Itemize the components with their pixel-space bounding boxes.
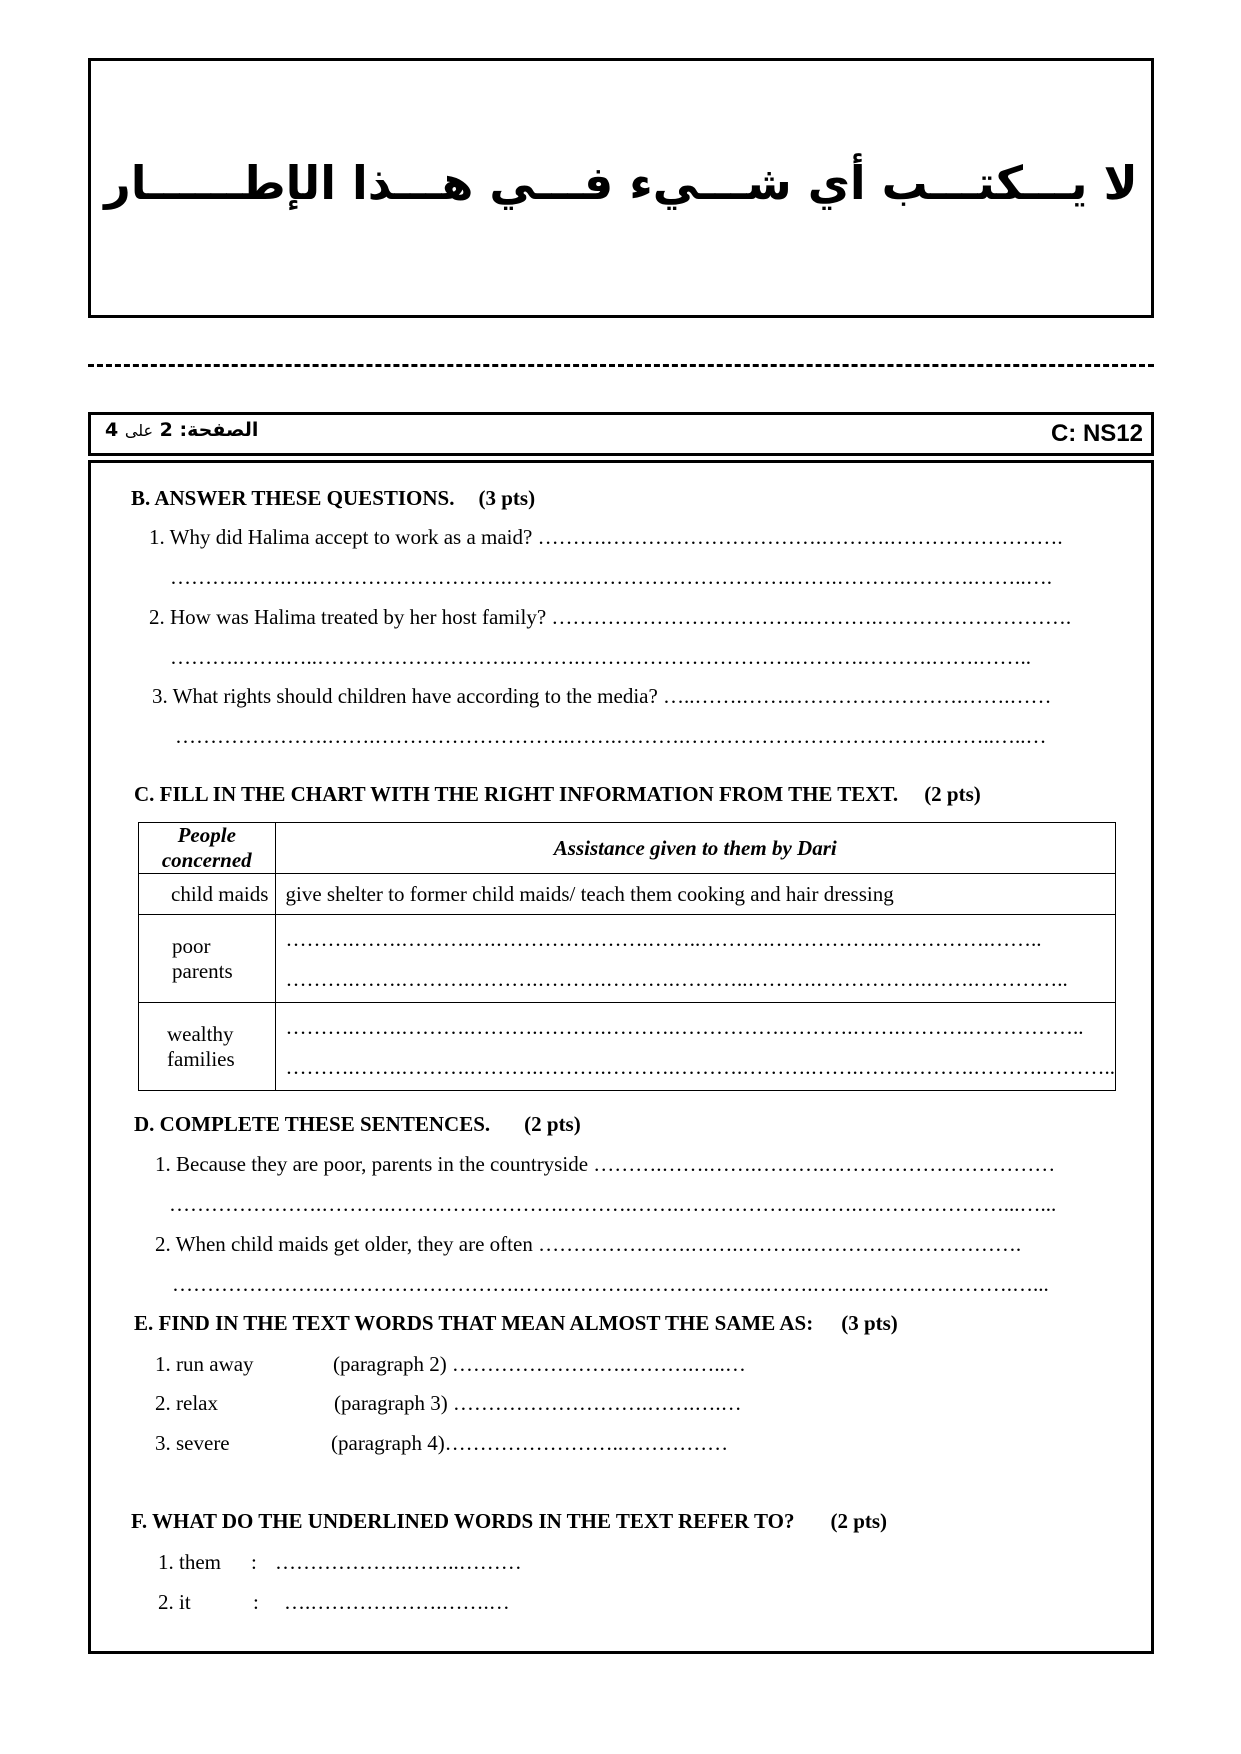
chart-table xyxy=(138,822,1116,1091)
assistance-cell[interactable]: ……….…….……….….………………….……..……….…………….…………….…….. ……….…….……….……….……….……….………..……….…………….…….………….. xyxy=(275,915,1116,1003)
page-current: 2 xyxy=(159,419,173,441)
synonym-1-word: 1. run away xyxy=(155,1352,254,1376)
page-number xyxy=(105,419,258,441)
reference-1-answer[interactable]: ……………….……..……… xyxy=(275,1550,522,1574)
sentence-1[interactable]: 1. Because they are poor, parents in the countryside ……….…….…….……….…………………………… xyxy=(155,1152,1056,1176)
reference-2-word: 2. it xyxy=(158,1590,191,1614)
exam-code: C: NS12 xyxy=(1050,420,1143,447)
question-2[interactable]: 2. How was Halima treated by her host family? ……………………………….……….………………………. xyxy=(149,605,1072,629)
synonym-2-word: 2. relax xyxy=(155,1391,218,1415)
answer-line-3[interactable]: ………………….…….……………………….…….……….……………………………….……..…..… xyxy=(175,724,1047,748)
answer-line-1[interactable]: ……….…….….……………………….……….………………………….…….……….……….……..…. xyxy=(170,565,1052,589)
assistance-cell[interactable]: ……….…….……….……….……….……….…………….……….…….……….…………….. ……….…….……….……….……….……….……….……….…….…….……….……….……….. xyxy=(275,1003,1116,1091)
section-b-heading: B. ANSWER THESE QUESTIONS. (3 pts) xyxy=(131,486,536,510)
table-row xyxy=(139,1003,1116,1091)
synonym-1-answer[interactable]: (paragraph 2) …………………….……….…..… xyxy=(333,1352,746,1376)
question-1[interactable]: 1. Why did Halima accept to work as a maid? ……….………………………….……….……………………. xyxy=(149,525,1063,549)
page-of: على xyxy=(124,421,154,440)
col-assistance-header: Assistance given to them by Dari xyxy=(275,823,1116,874)
section-e-heading: E. FIND IN THE TEXT WORDS THAT MEAN ALMOST THE SAME AS: (3 pts) xyxy=(134,1311,898,1335)
no-write-box xyxy=(88,58,1154,318)
people-cell: child maids xyxy=(139,874,276,915)
sentence-2[interactable]: 2. When child maids get older, they are often ………………….…….……….…………………………. xyxy=(155,1232,1022,1256)
sentence-1-line[interactable]: ………………….……….…………………….……….…….……………….…….…………………...…... xyxy=(169,1192,1057,1216)
reference-2-answer[interactable]: ….……………….…….… xyxy=(284,1590,510,1614)
page-label: الصفحة: xyxy=(179,419,259,441)
section-d-heading: D. COMPLETE THESE SENTENCES. (2 pts) xyxy=(134,1112,581,1136)
sentence-2-line[interactable]: ………………….……………………….…….……….……………….…….…….………………….…... xyxy=(172,1272,1049,1296)
synonym-3-word: 3. severe xyxy=(155,1431,230,1455)
page-total: 4 xyxy=(105,419,119,441)
col-people-header: People concerned xyxy=(139,823,276,874)
no-write-notice: لا يـــكتـــب أي شـــيء فـــي هـــذا الإطــــــار xyxy=(104,156,1138,210)
section-f-heading: F. WHAT DO THE UNDERLINED WORDS IN THE TEXT REFER TO? (2 pts) xyxy=(131,1509,888,1533)
chart-header-row xyxy=(139,823,1116,874)
synonym-3-answer[interactable]: (paragraph 4)……………………..…………… xyxy=(331,1431,729,1455)
question-3[interactable]: 3. What rights should children have according to the media? …..…….…….…………………….…….…… xyxy=(152,684,1052,708)
section-c-heading: C. FILL IN THE CHART WITH THE RIGHT INFORMATION FROM THE TEXT. (2 pts) xyxy=(134,782,981,806)
table-row xyxy=(139,874,1116,915)
reference-1-colon: : xyxy=(251,1550,257,1574)
cut-line xyxy=(88,364,1154,367)
reference-2-colon: : xyxy=(253,1590,259,1614)
page-header xyxy=(88,412,1154,456)
people-cell: wealthy families xyxy=(139,1003,276,1091)
assistance-cell: give shelter to former child maids/ teach them cooking and hair dressing xyxy=(275,874,1116,915)
answer-line-2[interactable]: ……….…….…..……………………….……….………………………….……….……….…….…….. xyxy=(170,645,1031,669)
table-row xyxy=(139,915,1116,1003)
reference-1-word: 1. them xyxy=(158,1550,221,1574)
synonym-2-answer[interactable]: (paragraph 3) ……………………….…….….… xyxy=(334,1391,742,1415)
people-cell: poor parents xyxy=(139,915,276,1003)
